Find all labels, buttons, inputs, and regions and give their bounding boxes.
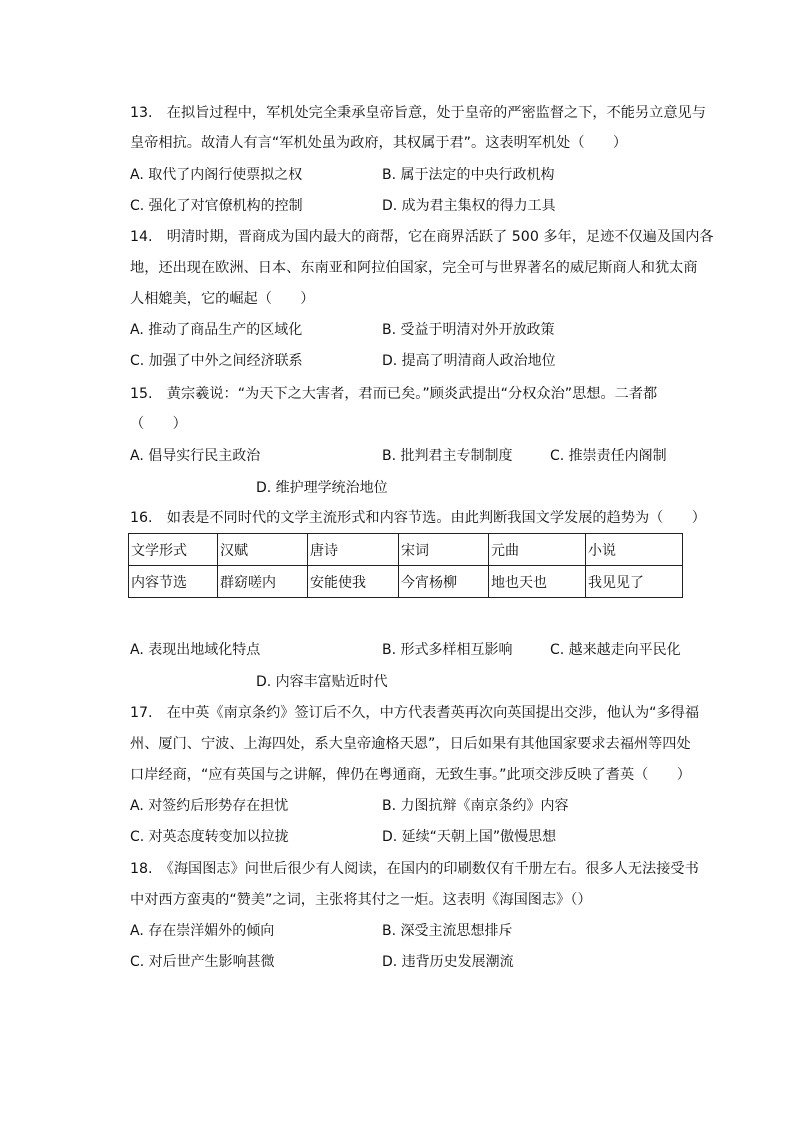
q16-option-b[interactable]: B. 形式多样相互影响 [382, 642, 513, 658]
q16-option-c[interactable]: C. 越来越走向平民化 [550, 642, 681, 658]
q14-options-row2 [130, 351, 700, 373]
q16-options-row2 [130, 672, 700, 694]
q16-options-row1 [130, 640, 700, 662]
q14-option-a[interactable]: A. 推动了商品生产的区域化 [130, 322, 303, 338]
q18-option-a[interactable]: A. 存在崇洋媚外的倾向 [130, 923, 275, 939]
q15-stem-line2: （ ） [130, 416, 187, 432]
q18-stem-line1: 18. 《海国图志》问世后很少有人阅读，在国内的印刷数仅有千册左右。很多人无法接受书 [130, 861, 699, 877]
q17-option-b[interactable]: B. 力图抗辩《南京条约》内容 [382, 798, 569, 814]
q16-stem: 16. 如表是不同时代的文学主流形式和内容节选。由此判断我国文学发展的趋势为（ ） [130, 510, 706, 526]
q18-option-d[interactable]: D. 违背历史发展潮流 [382, 954, 514, 970]
q15-options-row2 [130, 478, 700, 500]
q14-stem-line1: 14. 明清时期，晋商成为国内最大的商帮，它在商界活跃了 500 多年，足迹不仅遍及国内各 [130, 229, 714, 245]
q13-options-row2 [130, 196, 700, 218]
q17-options-row2 [130, 827, 700, 849]
q13-stem-line2: 皇帝相抗。故清人有言“军机处虽为政府，其权属于君”。这表明军机处（ ） [130, 135, 628, 151]
q16-option-a[interactable]: A. 表现出地域化特点 [130, 642, 261, 658]
q16-option-d[interactable]: D. 内容丰富贴近时代 [256, 674, 388, 690]
q18-options-row2 [130, 952, 700, 974]
q14-option-d[interactable]: D. 提高了明清商人政治地位 [382, 353, 556, 369]
q17-stem-line2: 州、厦门、宁波、上海四处，系大皇帝逾格天恩”，日后如果有其他国家要求去福州等四处 [130, 736, 691, 752]
q18-option-b[interactable]: B. 深受主流思想排斥 [382, 923, 513, 939]
q15-options-row1 [130, 446, 700, 468]
q17-option-d[interactable]: D. 延续“天朝上国”傲慢思想 [382, 829, 557, 845]
table-row [129, 534, 683, 566]
table-cell: 汉赋 [218, 534, 308, 566]
q14-option-b[interactable]: B. 受益于明清对外开放政策 [382, 322, 555, 338]
table-row [129, 566, 683, 598]
q14-options-row1 [130, 320, 700, 342]
q14-option-c[interactable]: C. 加强了中外之间经济联系 [130, 353, 303, 369]
q15-option-b[interactable]: B. 批判君主专制制度 [382, 448, 513, 464]
table-cell: 地也天也 [489, 566, 586, 598]
table-cell: 元曲 [489, 534, 586, 566]
q17-option-c[interactable]: C. 对英态度转变加以拉拢 [130, 829, 289, 845]
table-cell: 小说 [586, 534, 683, 566]
q18-option-c[interactable]: C. 对后世产生影响甚微 [130, 954, 275, 970]
q13-option-a[interactable]: A. 取代了内阁行使票拟之权 [130, 167, 303, 183]
q15-stem-line1: 15. 黄宗羲说：“为天下之大害者，君而已矣。”顾炎武提出“分权众治”思想。二者都 [130, 386, 658, 402]
q18-options-row1 [130, 921, 700, 943]
table-cell: 唐诗 [308, 534, 399, 566]
q14-stem-line3: 人相媲美，它的崛起（ ） [130, 291, 315, 307]
table-cell: 宋词 [399, 534, 489, 566]
q13-stem-line1: 13. 在拟旨过程中，军机处完全秉承皇帝旨意，处于皇帝的严密监督之下，不能另立意见与 [130, 105, 706, 121]
q13-option-d[interactable]: D. 成为君主集权的得力工具 [382, 198, 556, 214]
q15-option-c[interactable]: C. 推崇责任内阁制 [550, 448, 667, 464]
q14-stem-line2: 地，还出现在欧洲、日本、东南亚和阿拉伯国家，完全可与世界著名的威尼斯商人和犹太商 [130, 260, 698, 276]
table-cell: 群窈嗟内 [218, 566, 308, 598]
table-cell: 我见见了 [586, 566, 683, 598]
q17-option-a[interactable]: A. 对签约后形势存在担忧 [130, 798, 289, 814]
q15-option-d[interactable]: D. 维护理学统治地位 [256, 480, 388, 496]
q15-option-a[interactable]: A. 倡导实行民主政治 [130, 448, 261, 464]
literature-table [128, 533, 683, 598]
q18-stem-line2: 中对西方蛮夷的“赞美”之词，主张将其付之一炬。这表明《海国图志》（） [130, 892, 592, 908]
q13-options-row1 [130, 165, 700, 187]
q17-stem-line1: 17. 在中英《南京条约》签订后不久，中方代表耆英再次向英国提出交涉，他认为“多得福 [130, 705, 700, 721]
table-cell: 内容节选 [129, 566, 218, 598]
q13-option-c[interactable]: C. 强化了对官僚机构的控制 [130, 198, 303, 214]
table-cell: 安能使我 [308, 566, 399, 598]
table-cell: 文学形式 [129, 534, 218, 566]
q17-stem-line3: 口岸经商，“应有英国与之讲解，俾仍在粤通商，无致生事。”此项交涉反映了耆英（ ） [130, 767, 691, 783]
table-cell: 今宵杨柳 [399, 566, 489, 598]
q17-options-row1 [130, 796, 700, 818]
q13-option-b[interactable]: B. 属于法定的中央行政机构 [382, 167, 555, 183]
